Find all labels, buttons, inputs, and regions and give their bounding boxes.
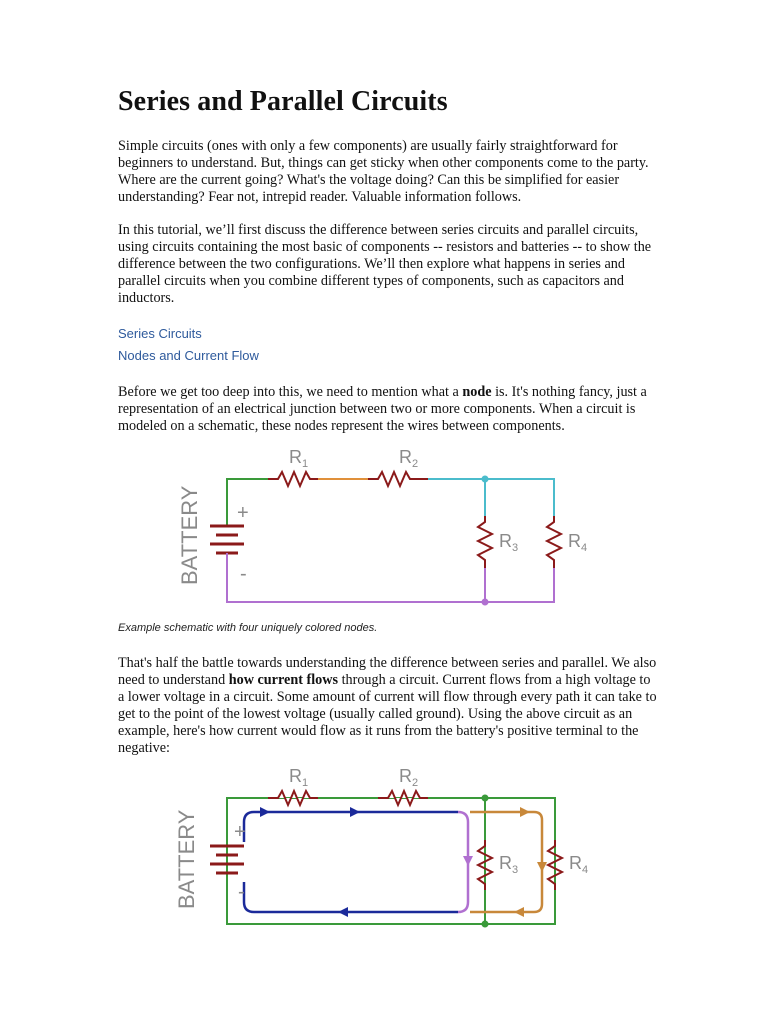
- page-title: Series and Parallel Circuits: [118, 86, 448, 117]
- figure1-caption: Example schematic with four uniquely colored nodes.: [118, 622, 378, 634]
- r3-label-2: $R_3$: [499, 853, 519, 876]
- node-paragraph: Before we get too deep into this, we need to mention what a node is. It's nothing fancy, just a representation of an electrical junction between two or more components. When a circuit is modeled on a schematic, these nodes represent the wires between components.: [118, 384, 647, 434]
- tutorial-paragraph: In this tutorial, we’ll first discuss the difference between series circuits and parallel circuits, using circuits containing the most basic of components -- resistors and batteries -- to show the difference between the two configurations. We’ll then explore what happens in series and parallel circuits when you combine different types of components, such as capacitors and inductors.: [118, 222, 652, 306]
- r3-label: $R_3$: [499, 531, 519, 554]
- r1-label: $R_1$: [289, 447, 309, 470]
- current-flow-term: how current flows: [228, 672, 339, 688]
- toc-link-nodes-current-flow[interactable]: Nodes and Current Flow: [118, 348, 259, 363]
- r4-label: $R_4$: [568, 531, 588, 554]
- schematic-colored-nodes: [172, 446, 592, 612]
- intro-paragraph: Simple circuits (ones with only a few components) are usually fairly straightforward for beginners to understand. But, things can get sticky when other components come to the party. Where are the current going? What's the voltage doing? Can this be simplified for easier understanding? Fear not, intrepid reader. Valuable information follows.: [118, 138, 649, 205]
- plus-label-2: +: [234, 821, 246, 843]
- toc-link-series-circuits[interactable]: Series Circuits: [118, 326, 202, 341]
- schematic-current-flow: [172, 766, 592, 932]
- r4-label-2: $R_4$: [569, 853, 589, 876]
- minus-label-2: -: [238, 881, 245, 903]
- minus-label: -: [240, 563, 247, 585]
- r2-label-2: $R_2$: [399, 766, 419, 789]
- current-flow-paragraph: That's half the battle towards understanding the difference between series and parallel. We also need to understand how current flows through a circuit. Current flows from a high voltage to a lower voltage in a circuit. Some amount of current will flow through every path it can take to get to the point of the lowest voltage (usually called ground). Using the above circuit as an example, here's how current would flow as it runs from the battery's positive terminal to the negative:: [118, 655, 657, 756]
- node-term: node: [462, 384, 492, 400]
- r1-label-2: $R_1$: [289, 766, 309, 789]
- battery-label: BATTERY: [177, 485, 202, 585]
- plus-label: +: [237, 502, 249, 524]
- battery-label-2: BATTERY: [174, 809, 199, 909]
- r2-label: $R_2$: [399, 447, 419, 470]
